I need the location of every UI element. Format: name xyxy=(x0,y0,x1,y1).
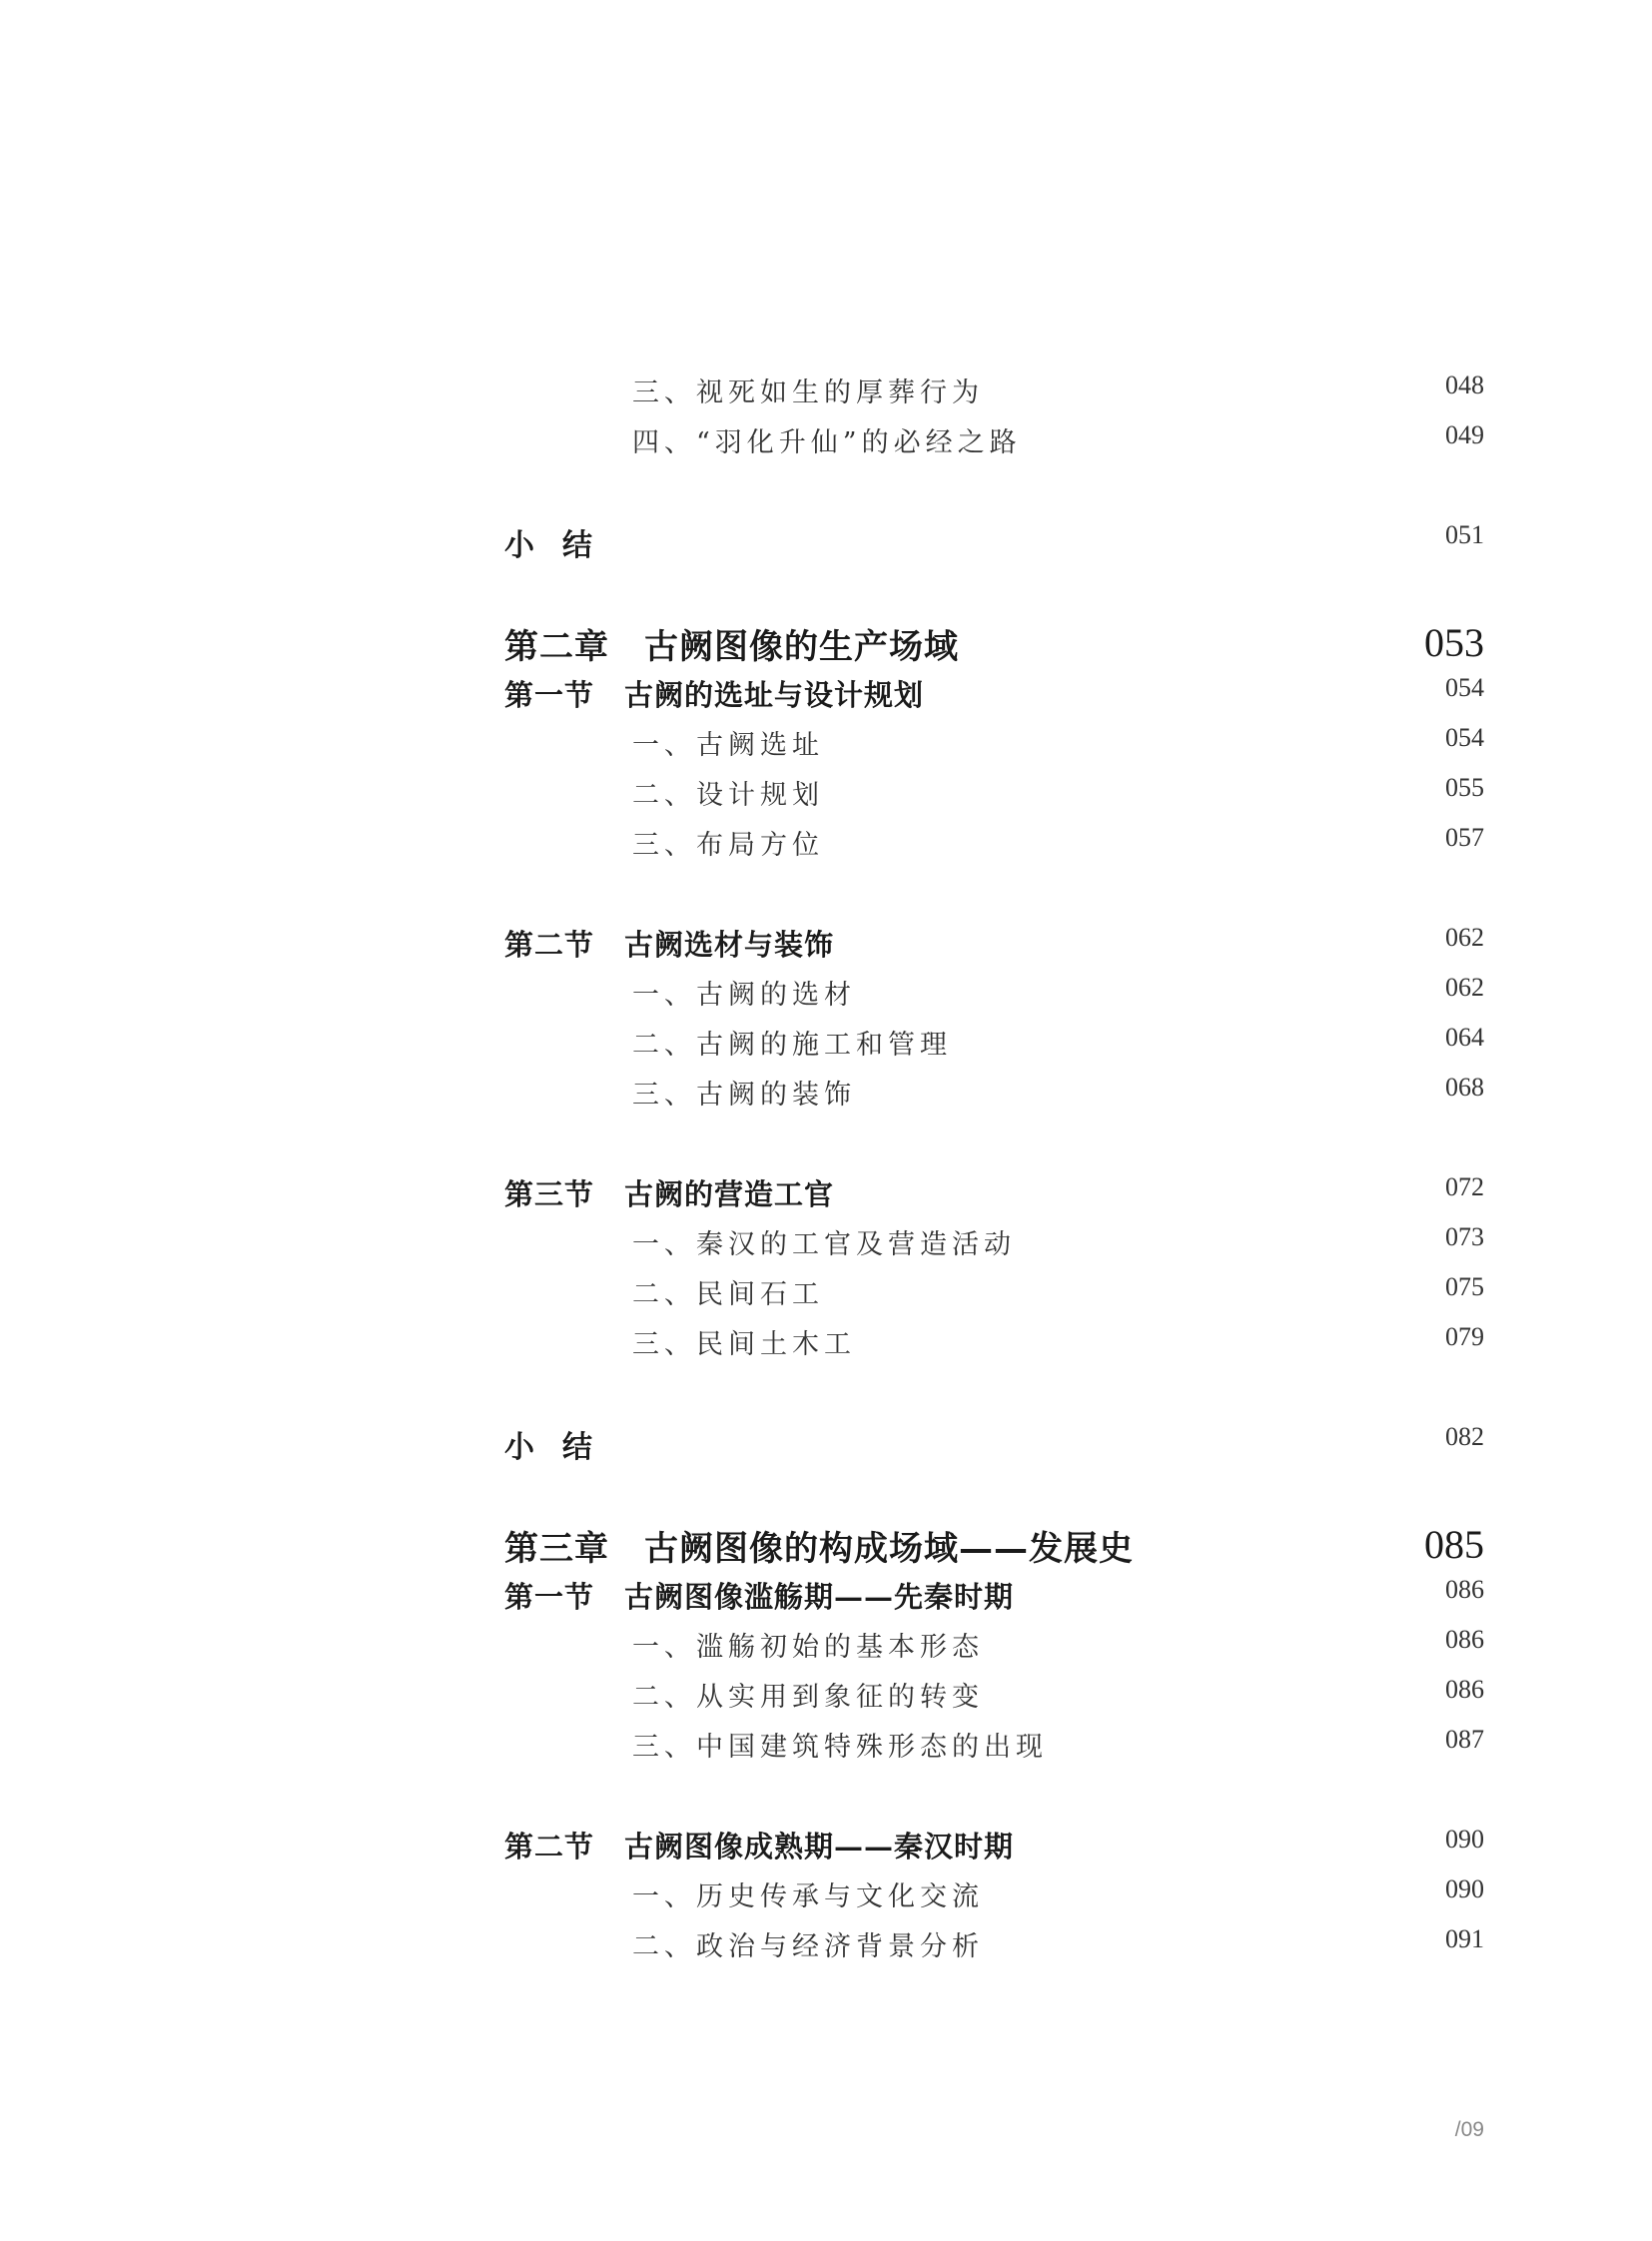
toc-item-title: 三、民间土木工 xyxy=(632,1329,856,1360)
toc-item-title: 一、滥觞初始的基本形态 xyxy=(632,1632,984,1663)
toc-page-number: 087 xyxy=(1445,1725,1484,1754)
toc-item-title: 一、古阙的选材 xyxy=(632,980,856,1011)
toc-item-title: 一、秦汉的工官及营造活动 xyxy=(632,1229,1016,1260)
toc-section-title: 第二节 古阙选材与装饰 xyxy=(504,928,835,962)
toc-section-title: 第三节 古阙的营造工官 xyxy=(504,1177,835,1211)
toc-page-number: 054 xyxy=(1445,673,1484,702)
toc-item-title: 四、“羽化升仙”的必经之路 xyxy=(632,427,1022,458)
toc-page-number: 054 xyxy=(1445,723,1484,752)
toc-item-title: 二、设计规划 xyxy=(632,780,824,811)
toc-section-title: 第一节 古阙图像滥觞期——先秦时期 xyxy=(504,1580,1015,1614)
toc-item-title: 三、布局方位 xyxy=(632,830,824,861)
toc-summary-title: 小结 xyxy=(504,528,620,563)
toc-page-number: 086 xyxy=(1445,1575,1484,1604)
toc-section-title: 第一节 古阙的选址与设计规划 xyxy=(504,678,925,712)
toc-page-number: 072 xyxy=(1445,1172,1484,1201)
toc-page-number: 086 xyxy=(1445,1625,1484,1654)
toc-item-title: 三、中国建筑特殊形态的出现 xyxy=(632,1732,1048,1763)
page-number: /09 xyxy=(1454,2118,1484,2141)
toc-page-number: 051 xyxy=(1445,520,1484,549)
toc-item-title: 二、从实用到象征的转变 xyxy=(632,1682,984,1713)
toc-chapter-title: 第三章 古阙图像的构成场域——发展史 xyxy=(504,1529,1134,1569)
toc-page-number: 091 xyxy=(1445,1924,1484,1953)
toc-page-number: 064 xyxy=(1445,1023,1484,1052)
toc-page-number: 048 xyxy=(1445,371,1484,399)
toc-item-title: 二、政治与经济背景分析 xyxy=(632,1931,984,1962)
toc-page-number: 057 xyxy=(1445,823,1484,852)
toc-page-number: 090 xyxy=(1445,1874,1484,1903)
toc-chapter-title: 第二章 古阙图像的生产场域 xyxy=(504,627,959,667)
toc-page-number: 049 xyxy=(1445,420,1484,449)
toc-page-number: 073 xyxy=(1445,1222,1484,1251)
toc-page-number: 068 xyxy=(1445,1073,1484,1102)
toc-page-number: 090 xyxy=(1445,1825,1484,1854)
toc-item-title: 三、视死如生的厚葬行为 xyxy=(632,377,984,408)
toc-item-title: 二、古阙的施工和管理 xyxy=(632,1030,952,1061)
toc-item-title: 二、民间石工 xyxy=(632,1279,824,1310)
toc-summary-title: 小结 xyxy=(504,1430,620,1465)
toc-section-title: 第二节 古阙图像成熟期——秦汉时期 xyxy=(504,1830,1015,1864)
toc-item-title: 一、历史传承与文化交流 xyxy=(632,1881,984,1912)
toc-page-number: 079 xyxy=(1445,1322,1484,1351)
toc-item-title: 三、古阙的装饰 xyxy=(632,1080,856,1111)
toc-page-number: 055 xyxy=(1445,773,1484,802)
toc-page-number: 075 xyxy=(1445,1272,1484,1301)
toc-page-number: 086 xyxy=(1445,1675,1484,1704)
toc-page-number: 082 xyxy=(1445,1422,1484,1451)
toc-page-number: 053 xyxy=(1424,620,1484,665)
toc-page-number: 062 xyxy=(1445,973,1484,1002)
toc-page-number: 085 xyxy=(1424,1522,1484,1567)
toc-item-title: 一、古阙选址 xyxy=(632,730,824,761)
toc-page-number: 062 xyxy=(1445,923,1484,952)
